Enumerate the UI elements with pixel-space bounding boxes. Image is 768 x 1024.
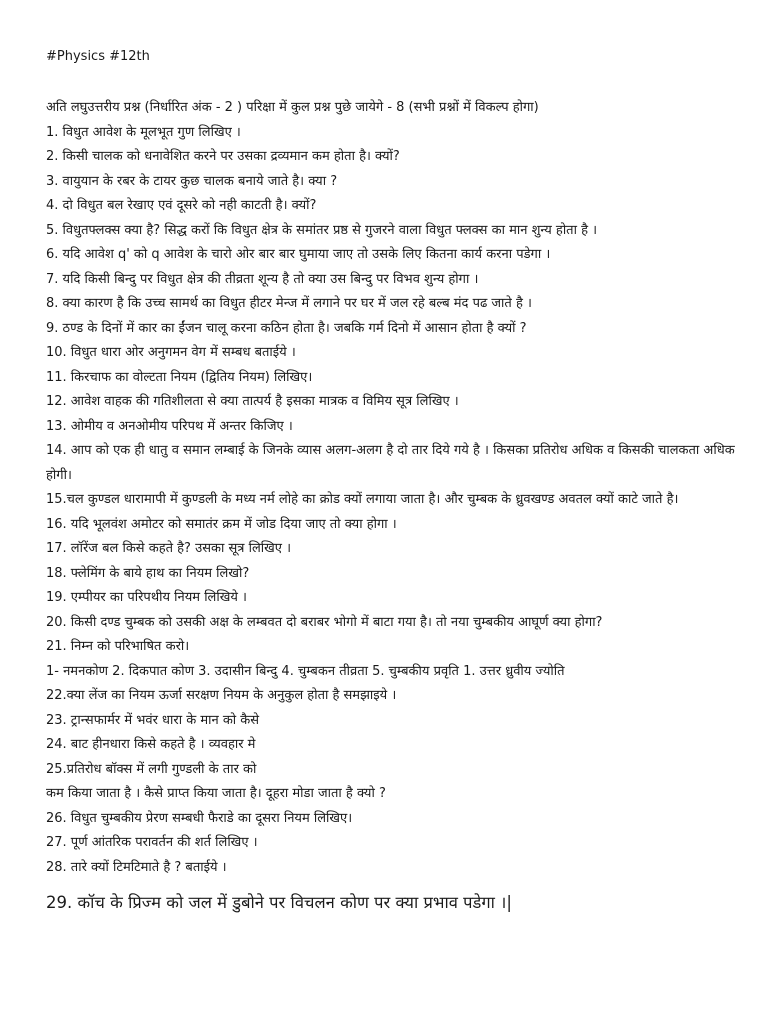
question-22: 22.क्या लेंज का नियम ऊर्जा सरक्षण नियम के अनुकुल होता है समझाइये ।	[46, 688, 397, 703]
question-12: 12. आवेश वाहक की गतिशीलता से क्या तात्पर्य है इसका मात्रक व विमिय सूत्र लिखिए ।	[46, 394, 459, 409]
question-16: 16. यदि भूलवंश अमोटर को समातंर क्रम में जोड दिया जाए तो क्या होगा ।	[46, 516, 397, 532]
question-9: 9. ठण्ड के दिनों में कार का ईंजन चालू करना कठिन होता है। जबकि गर्म दिनो में आसान होता है क्यों ?	[46, 320, 527, 336]
question-25: 25.प्रतिरोध बॉक्स में लगी गुण्डली के तार को	[46, 761, 257, 777]
question-6: 6. यदि आवेश q' को q आवेश के चारो ओर बार बार घुमाया जाए तो उसके लिए कितना कार्य करना पडेगा ।	[46, 247, 551, 262]
question-28: 28. तारे क्यों टिमटिमाते है ? बताईये ।	[46, 859, 227, 875]
question-15: 15.चल कुण्डल धारामापी में कुण्डली के मध्य नर्म लोहे का क्रोड क्यों लगाया जाता है। और चुम्बक के ध्रुवखण्ड अवतल क्यों काटे जाते है।	[46, 492, 679, 507]
question-18: 18. फ्लेमिंग के बाये हाथ का नियम लिखो?	[46, 565, 250, 581]
intro-text: अति लघुउत्तरीय प्रश्न (निर्धारित अंक - 2 ) परिक्षा में कुल प्रश्न पुछे जायेगे - 8 (सभी प्रश्नों में विकल्प होगा)	[46, 100, 539, 115]
question-21: 21. निम्न को परिभाषित करो।	[46, 639, 190, 654]
question-27: 27. पूर्ण आंतरिक परावर्तन की शर्त लिखिए ।	[46, 835, 258, 850]
question-2: 2. किसी चालक को धनावेशित करने पर उसका द्रव्यमान कम होता है। क्यों?	[46, 149, 400, 164]
question-21-terms: 1- नमनकोण 2. दिकपात कोण 3. उदासीन बिन्दु 4. चुम्बकन तीव्रता 5. चुम्बकीय प्रवृति 1. उत्तर ध्रुवीय ज्योति	[46, 663, 565, 679]
question-7: 7. यदि किसी बिन्दु पर विधुत क्षेत्र की तीव्रता शून्य है तो क्या उस बिन्दु पर विभव शुन्य होगा ।	[46, 271, 479, 287]
question-11: 11. किरचाफ का वोल्टता नियम (द्वितिय नियम) लिखिए।	[46, 369, 313, 385]
question-25-continued: कम किया जाता है । कैसे प्राप्त किया जाता है। दूहरा मोडा जाता है क्यो ?	[46, 786, 386, 801]
question-1: 1. विधुत आवेश के मूलभूत गुण लिखिए ।	[46, 124, 241, 140]
question-8: 8. क्या कारण है कि उच्च सामर्थ का विधुत हीटर मेन्ज में लगाने पर घर में जल रहे बल्ब मंद पढ जाते है ।	[46, 296, 532, 311]
question-5: 5. विधुतफ्लक्स क्या है? सिद्ध करों कि विधुत क्षेत्र के समांतर प्रष्ठ से गुजरने वाला विधुत फ्लक्स का मान शुन्य होता है ।	[46, 222, 598, 238]
question-20: 20. किसी दण्ड चुम्बक को उसकी अक्ष के लम्बवत दो बराबर भोगो में बाटा गया है। तो नया चुम्बकीय आघूर्ण क्या होगा?	[46, 614, 603, 630]
question-list	[46, 96, 736, 918]
hashtag-header: #Physics #12th	[46, 49, 150, 64]
question-24: 24. बाट हीनधारा किसे कहते है । व्यवहार मे	[46, 737, 256, 752]
question-17: 17. लॉरेंज बल किसे कहते है? उसका सूत्र लिखिए ।	[46, 541, 292, 556]
question-13: 13. ओमीय व अनओमीय परिपथ में अन्तर किजिए ।	[46, 418, 293, 434]
question-29: 29. कॉच के प्रिज्म को जल में डुबोने पर विचलन कोण पर क्या प्रभाव पडेगा ।|	[46, 893, 512, 912]
question-3: 3. वायुयान के रबर के टायर कुछ चालक बनाये जाते है। क्या ?	[46, 173, 338, 189]
question-26: 26. विधुत चुम्बकीय प्रेरण सम्बधी फैराडे का दूसरा नियम लिखिए।	[46, 810, 353, 826]
question-4: 4. दो विधुत बल रेखाए एवं दूसरे को नही काटती है। क्यों?	[46, 198, 317, 213]
question-10: 10. विधुत धारा ओर अनुगमन वेग में सम्बध बताईये ।	[46, 345, 296, 360]
question-14: 14. आप को एक ही धातु व समान लम्बाई के जिनके व्यास अलग-अलग है दो तार दिये गये है । किसका प्रतिरोध अधिक व किसकी चालकता अधिक होगी।	[46, 443, 735, 483]
question-19: 19. एम्पीयर का परिपथीय नियम लिखिये ।	[46, 590, 247, 605]
question-23: 23. ट्रान्सफार्मर में भवंर धारा के मान को कैसे	[46, 712, 260, 728]
